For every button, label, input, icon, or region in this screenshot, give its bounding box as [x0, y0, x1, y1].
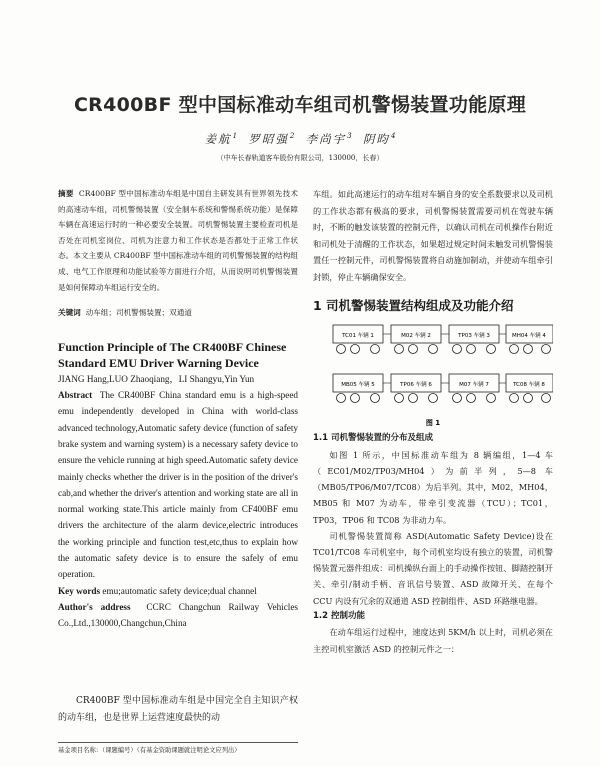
abstract-cn-text: CR400BF 型中国标准动车组是中国自主研发具有世界领先技术的高速动车组，司机警惕装置（安全制车系统和警惕系统功能）是保障车辆在高速运行时的一种必要安全装置。司机警惕装置主要检查司机是否处在司机室岗位、司机为注意力和工作状态是否都处于正常工作状态。本文主要从 CR400BF 型中国标准动车组的司机警惕装置的结构组成、电气工作原理和功能试验等方面进行介绍，从而说明司机警惕装置是如何保障动车组运行安全的。 — [58, 189, 298, 292]
car-label-5: MB05 车辆 5 — [341, 382, 375, 389]
paragraph-1-1-a: 如图 1 所示，中国标准动车组为 8 辆编组，1—4 车（EC01/M02/TP03/MH04）为前半列，5—8 车（MB05/TP06/M07/TC08）为后半列。其中，M02，MH04，MB05 和 M07 为动车，带牵引变流器（TCU）；TC01，TP03，TP06 和 TC08 为非动力车。 — [313, 449, 553, 525]
section-1-heading: 1 司机警惕装置结构组成及功能介绍 — [313, 297, 514, 313]
car-label-2: M02 车辆 2 — [401, 333, 431, 340]
english-keywords-text: emu;automatic safety device;dual channel — [102, 585, 257, 596]
right-intro-paragraph: 车组。如此高速运行的动车组对车辆自身的安全系数要求以及司机的工作状态都有极高的要求，司机警惕装置需要司机在驾驶车辆时，不断的触发该装置的控制元件，以确认司机在司机操作台附近和司机处于清醒的工作状态，如果超过规定时间未触发司机警惕装置任一控制元件，司机警惕装置将自动施加制动，并使动车组牵引封锁，停止车辆确保安全。 — [313, 189, 553, 282]
english-keywords-label: Key words — [58, 585, 101, 596]
english-abstract — [58, 387, 298, 583]
wheels-top — [337, 345, 551, 354]
subsection-1-1-heading: 1.1 司机警惕装置的分布及组成 — [313, 433, 434, 444]
paper-title: CR400BF 型中国标准动车组司机警惕装置功能原理 — [73, 94, 527, 116]
abstract-cn — [58, 186, 298, 295]
train-figure — [313, 321, 553, 431]
english-abstract-label: Abstract — [58, 390, 93, 401]
paragraph-1-2: 在动车组运行过程中，速度达到 5KM/h 以上时，司机必须在主控司机室激活 ASD 的控制元件之一： — [313, 627, 553, 654]
figure-caption: 图 1 — [425, 419, 441, 428]
keywords-cn-label: 关键词 — [58, 308, 81, 318]
car-label-6: TP06 车辆 6 — [400, 382, 432, 389]
author-4: 阴昀$^4$ — [362, 132, 396, 146]
left-column — [58, 186, 298, 632]
abstract-cn-label: 摘要 — [58, 189, 74, 198]
car-row-top — [333, 325, 553, 354]
author-2: 罗昭强$^2$ — [248, 132, 295, 146]
footnote: 基金项目名称：（课题编号）（有基金资助课题就注明论文应列出） — [58, 742, 298, 754]
wheels-bottom — [337, 394, 551, 403]
paragraph-1-1-b: 司机警惕装置简称 ASD(Automatic Safety Device)设在 TC01/TC08 车司机室中，每个司机室均设有独立的装置，司机警惕装置元器件组成：司机操纵台面上的手动操作按钮、脚踏控制开关、牵引/制动手柄、音讯信号装置、ASD 故障开关、在每个 CCU 内设有冗余的双通道 ASD 控制组件、ASD 环路继电器。 — [313, 530, 553, 606]
car-label-3: TP03 车辆 3 — [458, 333, 490, 340]
english-address-label: Author's address — [58, 601, 131, 612]
english-address-text: CCRC Changchun Railway Vehicles Co.,Ltd.,130000,Changchun,China — [58, 601, 299, 629]
english-keywords — [58, 583, 298, 599]
keywords-cn-text: 动车组；司机警惕装置；双通道 — [85, 308, 192, 318]
car-row-bottom — [333, 374, 553, 403]
car-label-4: MH04 车辆 4 — [512, 333, 546, 340]
english-abstract-text: The CR400BF China standard emu is a high-speed emu independently developed in China with world-class advanced technology,Automatic safety device (function of safety brake system and warning system) is a necessary safety device to ensure the vehicle running at high speed.Automatic safety device mainly checks whether the driver is in the position of the driver's cab,and whether the driver's attention and working state are all in normal working state.This article mainly from CF400BF emu drivers the architecture of the alarm device,electric introduces the working principle and function test,etc,thus to explain how the automatic safety device is to ensure the safely of emu operation. — [58, 390, 298, 580]
english-address — [58, 599, 298, 632]
intro-left-paragraph: CR400BF 型中国标准动车组是中国完全自主知识产权的动车组，也是世界上运营速度最快的动 — [58, 696, 298, 723]
affiliation: （中车长春轨道客车股份有限公司，130000，长春） — [216, 154, 384, 162]
english-block — [58, 339, 298, 632]
english-title: Function Principle of The CR400BF Chinese Standard EMU Driver Warning Device — [58, 339, 287, 370]
keywords-cn — [58, 305, 298, 321]
car-label-1: TC01 车辆 1 — [342, 333, 374, 340]
car-label-7: M07 车辆 7 — [459, 382, 489, 389]
author-3: 李尚宇$^3$ — [305, 132, 352, 146]
author-1: 姜航$^1$ — [204, 132, 238, 146]
right-column — [313, 186, 553, 657]
subsection-1-2-heading: 1.2 控制功能 — [313, 610, 366, 621]
author-list — [0, 131, 600, 147]
english-authors: JIANG Hang,LUO Zhaoqiang，LI Shangyu,Yin Yun — [58, 373, 255, 384]
car-label-8: TC08 车辆 8 — [513, 382, 545, 389]
